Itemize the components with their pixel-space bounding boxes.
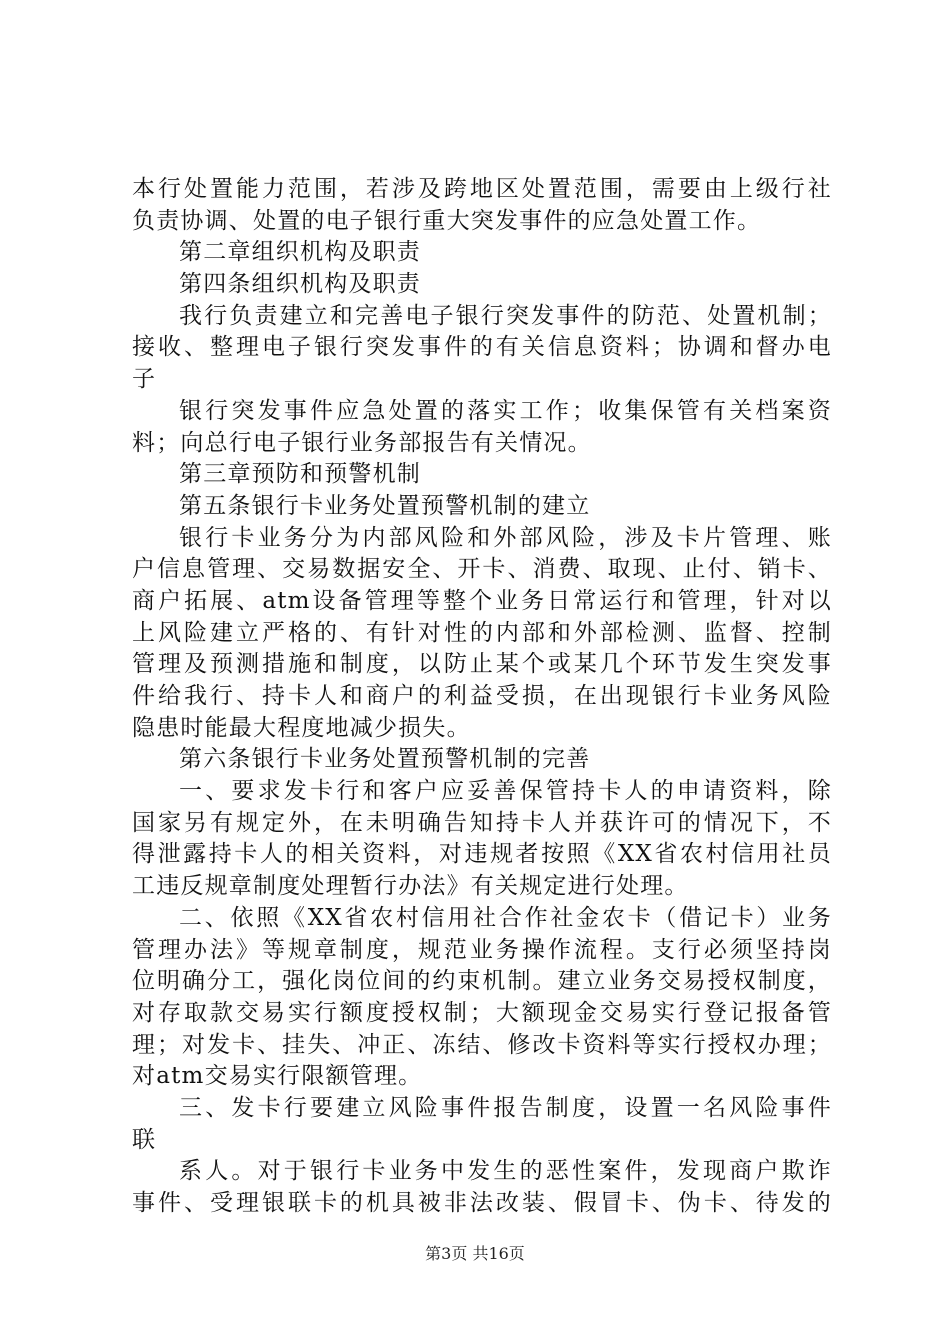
text-line: 管理办法》等规章制度，规范业务操作流程。支行必须坚持岗	[132, 936, 832, 963]
text-line: 得泄露持卡人的相关资料，对违规者按照《XX省农村信用社员	[132, 841, 832, 868]
page-number-footer: 第3页 共16页	[425, 1244, 525, 1263]
text-line: 系人。对于银行卡业务中发生的恶性案件，发现商户欺诈	[179, 1158, 832, 1185]
text-line: 管理及预测措施和制度，以防止某个或某几个环节发生突发事	[132, 651, 832, 678]
text-line: 位明确分工，强化岗位间的约束机制。建立业务交易授权制度，	[132, 968, 832, 995]
text-line: 联	[132, 1126, 157, 1153]
text-line: 负责协调、处置的电子银行重大突发事件的应急处置工作。	[132, 207, 762, 234]
text-line: 料；向总行电子银行业务部报告有关情况。	[132, 429, 592, 456]
document-body	[132, 174, 832, 1220]
text-line: 理；对发卡、挂失、冲正、冻结、修改卡资料等实行授权办理；	[132, 1031, 832, 1058]
article-heading: 第四条组织机构及职责	[179, 271, 421, 298]
text-line: 工违反规章制度处理暂行办法》有关规定进行处理。	[132, 873, 689, 900]
text-line: 银行卡业务分为内部风险和外部风险，涉及卡片管理、账	[179, 524, 832, 551]
text-line: 三、发卡行要建立风险事件报告制度，设置一名风险事件	[179, 1094, 832, 1121]
text-line: 接收、整理电子银行突发事件的有关信息资料；协调和督办电	[132, 334, 832, 361]
text-line: 我行负责建立和完善电子银行突发事件的防范、处置机制；	[179, 302, 832, 329]
text-line: 二、依照《XX省农村信用社合作社金农卡（借记卡）业务	[179, 904, 832, 931]
text-line: 银行突发事件应急处置的落实工作；收集保管有关档案资	[179, 397, 832, 424]
text-line: 子	[132, 366, 157, 393]
chapter-heading: 第三章预防和预警机制	[179, 461, 421, 488]
text-line: 件给我行、持卡人和商户的利益受损，在出现银行卡业务风险	[132, 683, 832, 709]
text-line: 一、要求发卡行和客户应妥善保管持卡人的申请资料，除	[179, 778, 832, 805]
article-heading: 第五条银行卡业务处置预警机制的建立	[179, 492, 591, 519]
article-heading: 第六条银行卡业务处置预警机制的完善	[179, 746, 591, 773]
text-line: 上风险建立严格的、有针对性的内部和外部检测、监督、控制	[132, 619, 832, 646]
text-line: 国家另有规定外，在未明确告知持卡人并获许可的情况下，不	[132, 809, 832, 836]
text-line: 户信息管理、交易数据安全、开卡、消费、取现、止付、销卡、	[132, 556, 832, 583]
text-line: 对存取款交易实行额度授权制；大额现金交易实行登记报备管	[132, 999, 832, 1026]
text-line: 对atm交易实行限额管理。	[132, 1063, 423, 1090]
chapter-heading: 第二章组织机构及职责	[179, 239, 421, 266]
text-line: 隐患时能最大程度地减少损失。	[132, 714, 471, 741]
text-line: 商户拓展、atm设备管理等整个业务日常运行和管理，针对以	[132, 587, 832, 614]
text-line: 事件、受理银联卡的机具被非法改装、假冒卡、伪卡、待发的	[132, 1190, 832, 1216]
text-line: 本行处置能力范围，若涉及跨地区处置范围，需要由上级行社	[132, 176, 832, 202]
